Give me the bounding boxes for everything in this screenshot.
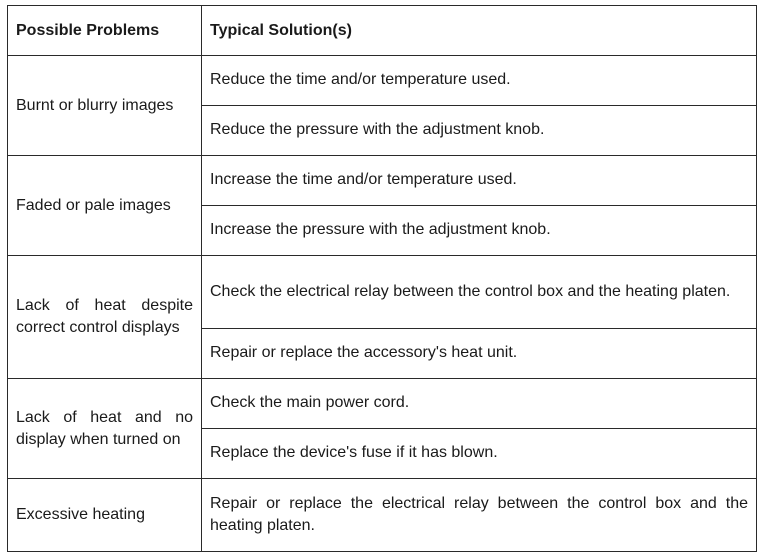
table-row <box>8 379 757 429</box>
header-row <box>8 6 757 56</box>
solution-cell: Reduce the time and/or temperature used. <box>202 56 757 106</box>
solution-cell: Repair or replace the electrical relay between the control box and the heating platen. <box>202 479 757 552</box>
table-row <box>8 56 757 106</box>
solution-cell: Check the main power cord. <box>202 379 757 429</box>
table-row <box>8 479 757 552</box>
problem-cell: Excessive heating <box>8 479 202 552</box>
problem-cell: Burnt or blurry images <box>8 56 202 156</box>
problem-cell: Faded or pale images <box>8 156 202 256</box>
header-solutions: Typical Solution(s) <box>202 6 757 56</box>
problem-cell: Lack of heat and no display when turned on <box>8 379 202 479</box>
troubleshooting-table-wrap <box>7 5 756 552</box>
solution-cell: Reduce the pressure with the adjustment knob. <box>202 106 757 156</box>
solution-cell: Check the electrical relay between the control box and the heating platen. <box>202 256 757 329</box>
troubleshooting-table <box>7 5 757 552</box>
header-problems: Possible Problems <box>8 6 202 56</box>
solution-cell: Increase the time and/or temperature used. <box>202 156 757 206</box>
solution-cell: Repair or replace the accessory's heat unit. <box>202 329 757 379</box>
problem-cell: Lack of heat despite correct control displays <box>8 256 202 379</box>
table-row <box>8 256 757 329</box>
solution-cell: Increase the pressure with the adjustment knob. <box>202 206 757 256</box>
solution-cell: Replace the device's fuse if it has blown. <box>202 429 757 479</box>
table-row <box>8 156 757 206</box>
